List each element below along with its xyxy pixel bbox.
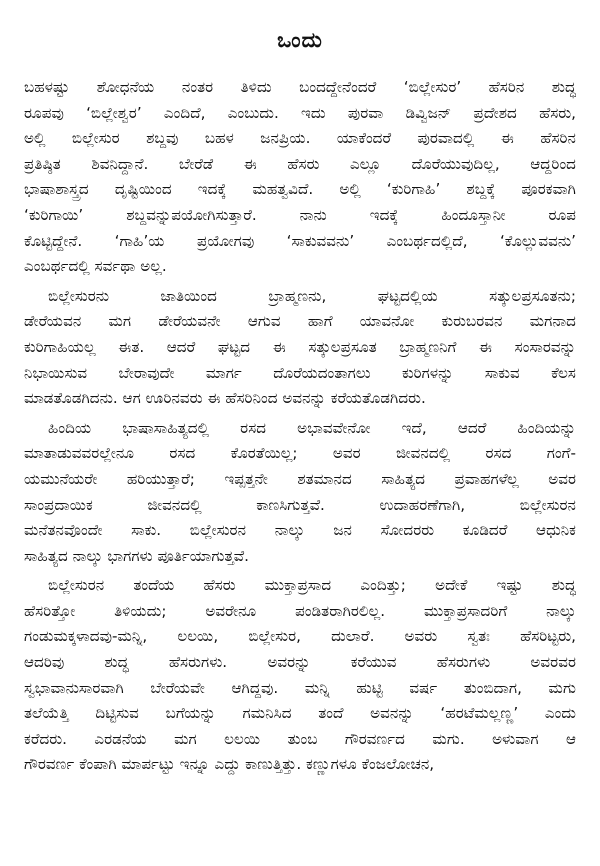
text-line: ಸ್ವಭಾವಾನುಸಾರವಾಗಿ ಬೇರೆಯವೇ ಆಗಿದ್ದವು. ಮನ್ನಿ ಹುಟ್ಟಿ ವರ್ಷ ತುಂಬಿದಾಗ, ಮಗು [24, 678, 576, 697]
text-line: ಆದರಿವು ಶುದ್ಧ ಹೆಸರುಗಳು. ಅವರನ್ನು ಕರೆಯುವ ಹೆಸರುಗಳು ಅವರವರ [24, 653, 576, 672]
text-line: ಬಿಲ್ಲೇಸುರನು ಜಾತಿಯಿಂದ ಬ್ರಾಹ್ಮಣನು, ಘಟ್ಟದಲ್ಲಿಯ ಸತ್ಕುಲಪ್ರಸೂತನು; [48, 286, 576, 305]
text-line: ಸಾಂಪ್ರದಾಯಿಕ ಜೀವನದಲ್ಲಿ ಕಾಣಸಿಗುತ್ತವೆ. ಉದಾಹರಣೆಗಾಗಿ, ಬಿಲ್ಲೇಸುರನ [24, 495, 576, 514]
paragraph-4 [24, 573, 576, 778]
text-line: ತಲೆಯೆತ್ತಿ ದಿಟ್ಟಿಸುವ ಬಗೆಯನ್ನು ಗಮನಿಸಿದ ತಂದೆ ಅವನನ್ನು ‘ಹರಟೆಮಲ್ಲಣ್ಣ’ ಎಂದು [24, 704, 576, 723]
text-line: ನಿಭಾಯಿಸುವ ಬೇರಾವುದೇ ಮಾರ್ಗ ದೊರೆಯದಂತಾಗಲು ಕುರಿಗಳನ್ನು ಸಾಕುವ ಕೆಲಸ [24, 363, 576, 382]
paragraph-2 [24, 284, 576, 412]
text-line: ಡೇರೆಯವನ ಮಗ ಡೇರೆಯವನೇ ಆಗುವ ಹಾಗೆ ಯಾವನೋ ಕುರುಬರವನ ಮಗನಾದ [24, 312, 576, 331]
text-line: ಹೆಸರಿತ್ತೋ ತಿಳಿಯದು; ಅವರೇನೂ ಪಂಡಿತರಾಗಿರಲಿಲ್ಲ. ಮುಕ್ತಾಪ್ರಸಾದರಿಗೆ ನಾಲ್ಕು [24, 601, 576, 620]
text-line: ಯಮುನೆಯರೇ ಹರಿಯುತ್ತಾರೆ; ಇಪ್ಪತ್ತನೇ ಶತಮಾನದ ಸಾಹಿತ್ಯದ ಪ್ರವಾಹಗಳೆಲ್ಲ ಅವರ [24, 469, 576, 488]
text-line: ಬಿಲ್ಲೇಸುರನ ತಂದೆಯ ಹೆಸರು ಮುಕ್ತಾಪ್ರಸಾದ ಎಂದಿತ್ತು; ಅದೇಕೆ ಇಷ್ಟು ಶುದ್ಧ [48, 576, 576, 595]
text-line: ಹಿಂದಿಯ ಭಾಷಾಸಾಹಿತ್ಯದಲ್ಲಿ ರಸದ ಅಭಾವವೇನೋ ಇದೆ, ಆದರೆ ಹಿಂದಿಯನ್ನು [48, 418, 576, 437]
text-line: ಭಾಷಾಶಾಸ್ತ್ರದ ದೃಷ್ಟಿಯಿಂದ ಇದಕ್ಕೆ ಮಹತ್ವವಿದೆ. ಅಲ್ಲಿ ‘ಕುರಿಗಾಹಿ’ ಶಬ್ದಕ್ಕೆ ಪೂರಕವಾಗಿ [24, 180, 576, 199]
text-line: ಕರೆದರು. ಎರಡನೆಯ ಮಗ ಲಲಯಿ ತುಂಬ ಗೌರವರ್ಣದ ಮಗು. ಅಳುವಾಗ ಆ [24, 729, 576, 748]
text-line: ಕುರಿಗಾಹಿಯಲ್ಲ ಈತ. ಆದರೆ ಘಟ್ಟದ ಈ ಸತ್ಕುಲಪ್ರಸೂತ ಬ್ರಾಹ್ಮಣನಿಗೆ ಈ ಸಂಸಾರವನ್ನು [24, 337, 576, 356]
text-line: ಕೊಟ್ಟಿದ್ದೇನೆ. ‘ಗಾಹಿ’ಯ ಪ್ರಯೋಗವು ‘ಸಾಕುವವನು’ ಎಂಬರ್ಥದಲ್ಲಿದೆ, ‘ಕೊಲ್ಲುವವನು’ [24, 231, 576, 250]
chapter-title: ಒಂದು [277, 28, 323, 52]
text-line: ಮಾಡತೊಡಗಿದನು. ಆಗ ಊರಿನವರು ಈ ಹೆಸರಿನಿಂದ ಅವನನ್ನು ಕರೆಯತೊಡಗಿದರು. [24, 389, 426, 408]
text-line: ಎಂಬರ್ಥದಲ್ಲಿ ಸರ್ವಥಾ ಅಲ್ಲ. [24, 257, 167, 276]
text-line: ಸಾಹಿತ್ಯದ ನಾಲ್ಕು ಭಾಗಗಳು ಪೂರ್ತಿಯಾಗುತ್ತವೆ. [24, 546, 249, 565]
text-line: ಮಾತಾಡುವವರಲ್ಲೇನೂ ರಸದ ಕೊರತೆಯಿಲ್ಲ; ಅವರ ಜೀವನದಲ್ಲಿ ರಸದ ಗಂಗೆ- [24, 444, 576, 463]
text-line: ಗೌರವರ್ಣ ಕೆಂಪಾಗಿ ಮಾರ್ಪಟ್ಟು ಇನ್ನೂ ಎದ್ದು ಕಾಣುತ್ತಿತ್ತು. ಕಣ್ಣುಗಳೂ ಕೆಂಜಲೋಚನ, [24, 755, 435, 774]
text-line: ರೂಪವು ‘ಬಿಲ್ಲೇಶ್ವರ’ ಎಂದಿದೆ, ಎಂಬುದು. ಇದು ಪುರವಾ ಡಿವ್ವಿಜನ್ ಪ್ರದೇಶದ ಹೆಸರು, [24, 103, 576, 122]
text-line: ಗಂಡುಮಕ್ಕಳಾದವು-ಮನ್ನಿ, ಲಲಯಿ, ಬಿಲ್ಲೇಸುರ, ದುಲಾರೆ. ಅವರು ಸ್ವತಃ ಹೆಸರಿಟ್ಟರು, [24, 627, 576, 646]
text-line: ‘ಕುರಿಗಾಯಿ’ ಶಬ್ದವನ್ನುಪಯೋಗಿಸುತ್ತಾರೆ. ನಾನು ಇದಕ್ಕೆ ಹಿಂದೂಸ್ತಾನೀ ರೂಪ [24, 205, 576, 224]
text-line: ಪ್ರತಿಷ್ಠಿತ ಶಿವನಿದ್ದಾನೆ. ಬೇರೆಡೆ ಈ ಹೆಸರು ಎಲ್ಲೂ ದೊರೆಯುವುದಿಲ್ಲ, ಆದ್ದರಿಂದ [24, 154, 576, 173]
paragraph-1 [24, 75, 576, 280]
text-line: ಅಲ್ಲಿ ಬಿಲ್ಲೇಸುರ ಶಬ್ದವು ಬಹಳ ಜನಪ್ರಿಯ. ಯಾಕೆಂದರೆ ಪುರವಾದಲ್ಲಿ ಈ ಹೆಸರಿನ [24, 129, 576, 148]
paragraph-3 [24, 416, 576, 570]
text-line: ಮನೆತನವೊಂದೇ ಸಾಕು. ಬಿಲ್ಲೇಸುರನ ನಾಲ್ಕು ಜನ ಸೋದರರು ಕೂಡಿದರೆ ಆಧುನಿಕ [24, 521, 576, 540]
text-line: ಬಹಳಷ್ಟು ಶೋಧನೆಯ ನಂತರ ತಿಳಿದು ಬಂದದ್ದೇನೆಂದರೆ ‘ಬಿಲ್ಲೇಸುರ’ ಹೆಸರಿನ ಶುದ್ಧ [24, 78, 576, 96]
body-text [24, 75, 576, 778]
